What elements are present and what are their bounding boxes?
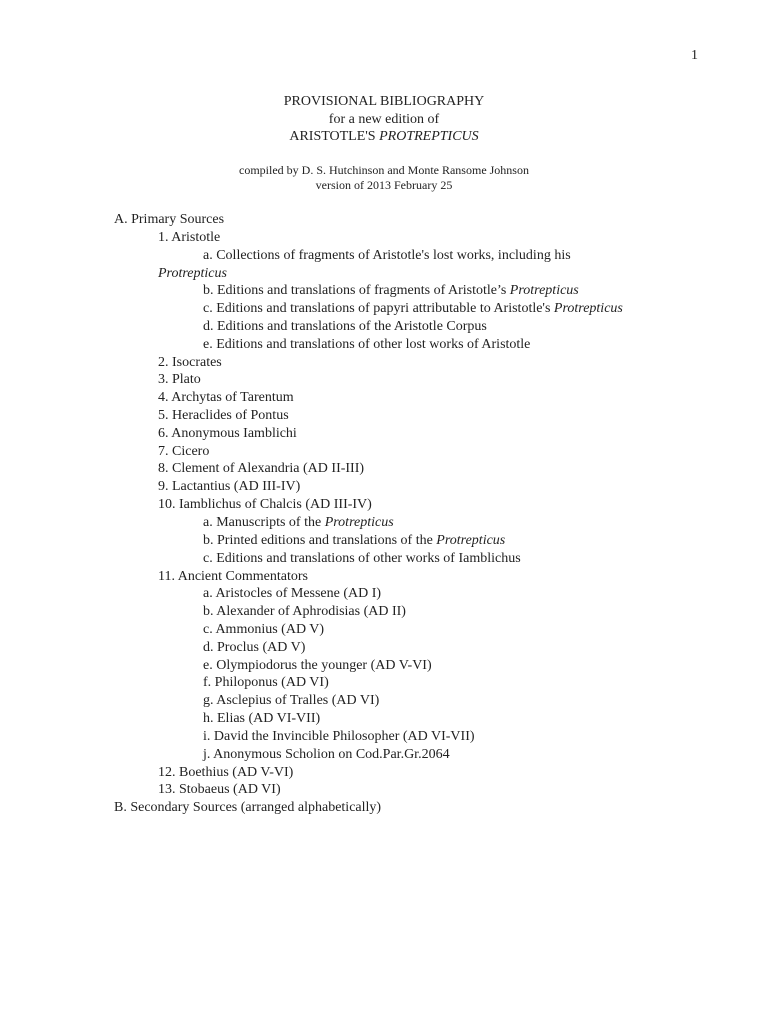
outline-item-clement: 8. Clement of Alexandria (AD II-III) (158, 461, 365, 476)
outline-item-commentator-d: d. Proclus (AD V) (203, 640, 306, 655)
outline-item-aristotle-a-cont (158, 265, 227, 283)
outline-item-plato: 3. Plato (158, 372, 201, 387)
outline-item-aristotle-d: d. Editions and translations of the Aristotle Corpus (203, 319, 487, 334)
outline-item-commentator-g: g. Asclepius of Tralles (AD VI) (203, 693, 380, 708)
section-primary-sources: A. Primary Sources (114, 212, 225, 227)
outline-item-commentator-e: e. Olympiodorus the younger (AD V-VI) (203, 658, 432, 673)
page-number: 1 (691, 48, 698, 63)
italic-protrepticus: Protrepticus (436, 533, 506, 548)
outline-item-isocrates: 2. Isocrates (158, 355, 222, 370)
outline-item-heraclides: 5. Heraclides of Pontus (158, 408, 289, 423)
outline-item-cicero: 7. Cicero (158, 444, 210, 459)
italic-protrepticus: Protrepticus (553, 301, 623, 316)
outline-item-commentator-c: c. Ammonius (AD V) (203, 622, 325, 637)
outline-text: c. Editions and translations of papyri attributable to Aristotle's (203, 301, 554, 316)
outline-item-commentator-f: f. Philoponus (AD VI) (203, 675, 329, 690)
outline-item-stobaeus: 13. Stobaeus (AD VI) (158, 782, 281, 797)
section-secondary-sources: B. Secondary Sources (arranged alphabetically) (114, 800, 382, 815)
outline-item-archytas: 4. Archytas of Tarentum (158, 390, 294, 405)
document-work-title (0, 128, 768, 146)
document-subtitle: for a new edition of (328, 112, 440, 127)
outline-item-iamblichus-b (203, 532, 505, 550)
work-title-prefix: ARISTOTLE'S (289, 129, 380, 144)
outline-item-aristotle: 1. Aristotle (158, 230, 221, 245)
italic-protrepticus: Protrepticus (324, 515, 394, 530)
document-title: PROVISIONAL BIBLIOGRAPHY (283, 94, 485, 109)
outline-item-commentator-j: j. Anonymous Scholion on Cod.Par.Gr.2064 (203, 747, 450, 762)
outline-item-iamblichus-a (203, 514, 394, 532)
work-title-italic: PROTREPTICUS (379, 129, 479, 144)
outline-item-aristotle-e: e. Editions and translations of other lost works of Aristotle (203, 337, 531, 352)
italic-protrepticus: Protrepticus (158, 266, 227, 281)
outline-item-aristotle-a: a. Collections of fragments of Aristotle's lost works, including his (203, 248, 571, 263)
outline-item-ancient-commentators: 11. Ancient Commentators (158, 569, 308, 584)
outline-item-commentator-i: i. David the Invincible Philosopher (AD VI-VII) (203, 729, 475, 744)
outline-item-aristotle-c (203, 300, 623, 318)
outline-item-boethius: 12. Boethius (AD V-VI) (158, 765, 294, 780)
outline-item-anonymous-iamblichi: 6. Anonymous Iamblichi (158, 426, 297, 441)
outline-item-iamblichus: 10. Iamblichus of Chalcis (AD III-IV) (158, 497, 372, 512)
outline-item-iamblichus-c: c. Editions and translations of other works of Iamblichus (203, 551, 521, 566)
outline-text: b. Printed editions and translations of the (203, 533, 437, 548)
compiler-credit: compiled by D. S. Hutchinson and Monte Ransome Johnson (239, 163, 529, 177)
outline-text: a. Manuscripts of the (203, 515, 325, 530)
outline-item-commentator-a: a. Aristocles of Messene (AD I) (203, 586, 382, 601)
outline-item-aristotle-b (203, 282, 579, 300)
italic-protrepticus: Protrepticus (509, 283, 579, 298)
version-date: version of 2013 February 25 (315, 178, 453, 192)
outline-text: b. Editions and translations of fragments of Aristotle’s (203, 283, 510, 298)
outline-item-commentator-b: b. Alexander of Aphrodisias (AD II) (203, 604, 406, 619)
outline-item-commentator-h: h. Elias (AD VI-VII) (203, 711, 321, 726)
outline-item-lactantius: 9. Lactantius (AD III-IV) (158, 479, 301, 494)
